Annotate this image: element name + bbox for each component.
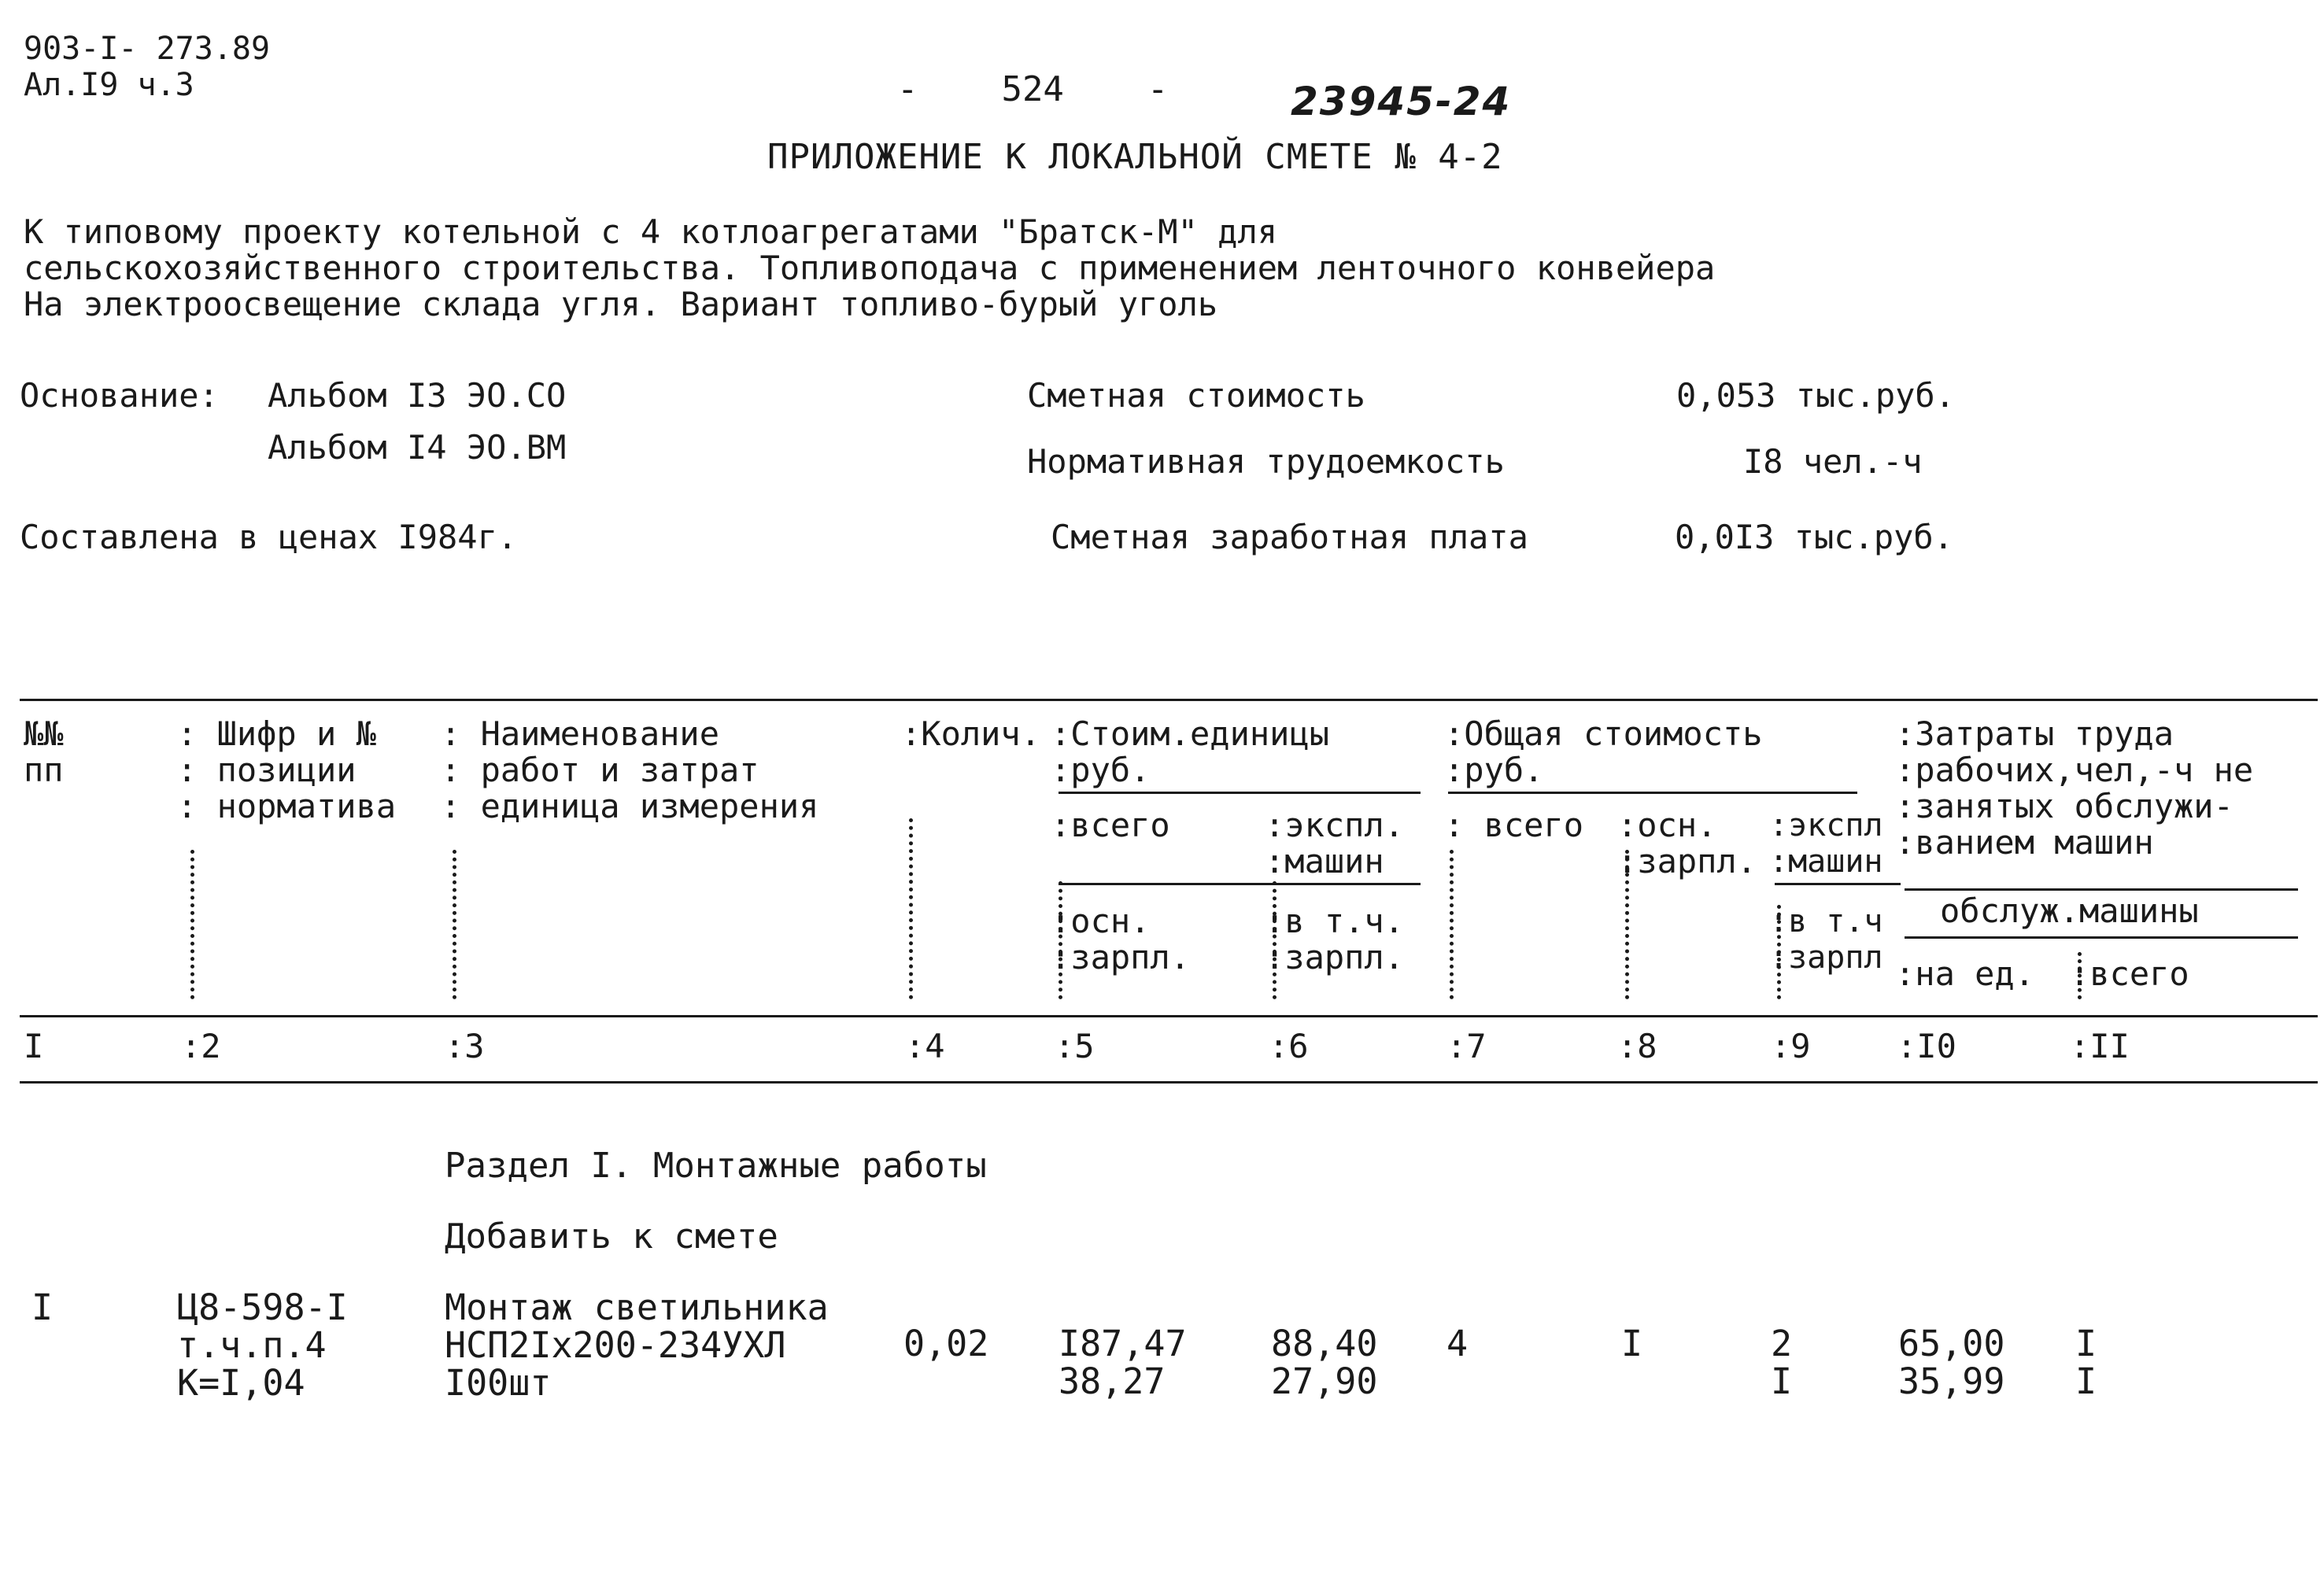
summary-label-wage: Сметная заработная плата bbox=[1051, 518, 1528, 556]
column-numbers-rule bbox=[20, 1081, 2318, 1083]
header-labor-per-unit: :на ед. bbox=[1895, 954, 2035, 993]
header-labor-total: :всего bbox=[2070, 954, 2189, 993]
labor-sub-rule-top bbox=[1905, 888, 2298, 891]
prices-note: Составлена в ценах I984г. bbox=[20, 518, 518, 556]
header-labor-machines: обслуж.машины bbox=[1940, 892, 2199, 930]
document-code: 903-I- 273.89 bbox=[24, 31, 271, 67]
column-number: :7 bbox=[1446, 1027, 1487, 1065]
summary-value-cost: 0,053 тыс.руб. bbox=[1676, 376, 1956, 415]
header-total-cost: :Общая стоимость :руб. bbox=[1444, 714, 1763, 789]
header-quantity: :Колич. bbox=[901, 714, 1041, 753]
summary-label-labor: Нормативная трудоемкость bbox=[1027, 442, 1505, 481]
column-number: :II bbox=[2070, 1027, 2130, 1065]
column-number: :5 bbox=[1055, 1027, 1095, 1065]
header-name: : Наименование : работ и затрат : единица измерения bbox=[441, 714, 819, 825]
header-row-number: №№ пп bbox=[24, 714, 64, 789]
total-cost-mid-rule bbox=[1775, 883, 1901, 885]
row-total: 4 bbox=[1446, 1323, 1469, 1364]
header-unit-cost: :Стоим.единицы :руб. bbox=[1051, 714, 1330, 789]
row-labor-per-unit: 65,00 35,99 bbox=[1898, 1323, 2005, 1402]
album-reference: Ал.I9 ч.3 bbox=[24, 67, 194, 103]
column-number: :6 bbox=[1269, 1027, 1309, 1065]
unit-cost-underline bbox=[1059, 792, 1421, 794]
description-line-2: сельскохозяйственного строительства. Топливоподача с применением ленточного конвейера bbox=[24, 249, 1716, 287]
row-unit-total: I87,47 38,27 bbox=[1059, 1323, 1187, 1402]
total-cost-underline bbox=[1448, 792, 1857, 794]
column-separator bbox=[453, 850, 456, 999]
column-number: I bbox=[24, 1027, 44, 1065]
section-note: Добавить к смете bbox=[445, 1216, 778, 1257]
header-unit-machine-wage: :в т.ч. :зарпл. bbox=[1265, 902, 1405, 976]
column-separator bbox=[909, 818, 913, 999]
column-number: :2 bbox=[181, 1027, 221, 1065]
row-unit-machines: 88,40 27,90 bbox=[1271, 1323, 1378, 1402]
document-title: ПРИЛОЖЕНИЕ К ЛОКАЛЬНОЙ СМЕТЕ № 4-2 bbox=[767, 137, 1503, 177]
labor-sub-rule-bottom bbox=[1905, 936, 2298, 939]
row-labor-total: I I bbox=[2075, 1323, 2097, 1402]
row-code: Ц8-598-I т.ч.п.4 К=I,04 bbox=[177, 1287, 348, 1404]
table-top-rule bbox=[20, 699, 2318, 701]
header-total-all: : всего bbox=[1444, 806, 1584, 844]
section-title: Раздел I. Монтажные работы bbox=[445, 1146, 987, 1186]
handwritten-number: 23945-24 bbox=[1291, 79, 1512, 124]
column-number: :I0 bbox=[1897, 1027, 1956, 1065]
row-number: I bbox=[31, 1287, 54, 1328]
row-quantity: 0,02 bbox=[903, 1323, 989, 1364]
header-total-machines: :экспл :машин bbox=[1769, 807, 1883, 880]
row-wage: I bbox=[1621, 1323, 1643, 1364]
column-number: :3 bbox=[445, 1027, 485, 1065]
header-unit-total: :всего bbox=[1051, 806, 1170, 844]
summary-value-wage: 0,0I3 тыс.руб. bbox=[1675, 518, 1954, 556]
unit-cost-mid-rule bbox=[1059, 883, 1421, 885]
header-labor: :Затраты труда :рабочих,чел,-ч не :занятых обслужи- :ванием машин bbox=[1895, 714, 2254, 862]
row-name: Монтаж светильника НСП2Iх200-234УХЛ I00шт bbox=[445, 1287, 829, 1404]
column-number: :9 bbox=[1771, 1027, 1811, 1065]
header-bottom-rule bbox=[20, 1015, 2318, 1017]
column-number: :8 bbox=[1617, 1027, 1657, 1065]
basis-label: Основание: bbox=[20, 376, 219, 415]
page-number: - 524 - bbox=[897, 69, 1169, 109]
column-separator bbox=[190, 850, 194, 999]
summary-label-cost: Сметная стоимость bbox=[1027, 376, 1365, 415]
basis-album-2: Альбом I4 ЭО.ВМ bbox=[268, 428, 567, 467]
column-separator bbox=[1450, 850, 1454, 999]
header-unit-machines: :экспл. :машин bbox=[1265, 806, 1405, 880]
header-total-wage: :осн. :зарпл. bbox=[1617, 806, 1757, 880]
header-total-machine-wage: :в т.ч :зарпл bbox=[1769, 903, 1883, 976]
header-code: : Шифр и № : позиции : норматива bbox=[177, 714, 397, 825]
row-machines: 2 I bbox=[1771, 1323, 1793, 1402]
header-unit-wage: :осн. :зарпл. bbox=[1051, 902, 1191, 976]
column-number: :4 bbox=[905, 1027, 945, 1065]
basis-album-1: Альбом I3 ЭО.СО bbox=[268, 376, 567, 415]
summary-value-labor: I8 чел.-ч bbox=[1743, 442, 1923, 481]
description-line-1: К типовому проекту котельной с 4 котлоагрегатами "Братск-М" для bbox=[24, 212, 1278, 251]
description-line-3: На электроосвещение склада угля. Вариант топливо-бурый уголь bbox=[24, 285, 1218, 323]
